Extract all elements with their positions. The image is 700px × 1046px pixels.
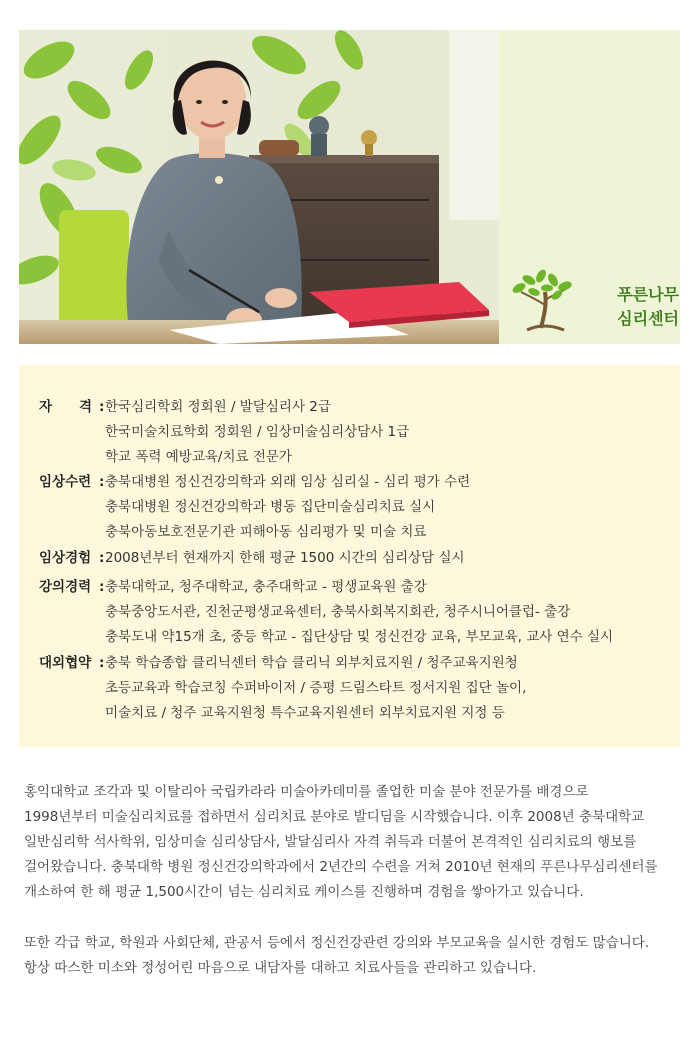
credential-line: 미술치료 / 청주 교육지원청 특수교육지원센터 외부치료지원 지정 등 bbox=[105, 705, 505, 721]
hero-photo bbox=[19, 30, 680, 344]
credential-label: 임상경험 bbox=[39, 550, 92, 566]
bio-line: 홍익대학교 조각과 및 이탈리아 국립카라라 미술아카데미를 졸업한 미술 분야 전문가를 배경으로 bbox=[24, 784, 589, 800]
credential-line: 충북도내 약15개 초, 중등 학교 - 집단상담 및 정신건강 교육, 부모교육, 교사 연수 실시 bbox=[105, 629, 614, 645]
credential-line: 충북아동보호전문기관 피해아동 심리평가 및 미술 치료 bbox=[105, 524, 427, 540]
credential-label: 자 격 bbox=[39, 399, 93, 415]
credential-line: 충북대학교, 청주대학교, 충주대학교 - 평생교육원 출강 bbox=[105, 579, 427, 595]
bio-line: 일반심리학 석사학위, 임상미술 심리상담사, 발달심리사 자격 취득과 더불어 본격적인 심리치료의 행보를 bbox=[24, 834, 637, 850]
bio-line: 개소하여 한 해 평균 1,500시간이 넘는 심리치료 케이스를 진행하며 경험을 쌓아가고 있습니다. bbox=[24, 884, 584, 900]
credential-label: 임상수련 bbox=[39, 474, 92, 490]
credential-line: 충북 학습종합 클리닉센터 학습 클리닉 외부치료지원 / 청주교육지원청 bbox=[105, 655, 518, 671]
credentials-card: 자 격 : 한국심리학회 정회원 / 발달심리사 2급 한국미술치료학회 정회원 / 임상미술심리상담사 1급 학교 폭력 예방교육/치료 전문가 임상수련 : 충북대병원 정신건강의학과 외래 임상 심리실 - 심리 평가 수련 충북대병원 정신건강의학과 병동 집단미술심리치료 실시 충북아동보호전문기관 피해아동 심리평가 및 미술 치료 임상경험 : 2008년부터 현재까지 한해 평균 1500 시간의 심리상담 실시 강의경력 : 충북대학교, 청주대학교, 충주대학교 - 평생교육원 출강 충북중앙도서관, 진천군평생교육센터, 충북사회복지회관, 청주시니어클럽- 출강 충북도내 약15개 초, 중등 학교 - 집단상담 및 정신건강 교육, 부모교육, 교사 연수 실시 대외협약 : 충북 학습종합 클리닉센터 학습 클리닉 외부치료지원 / 청주교육지원청 초등교육과 학습코칭 수퍼바이저 / 증평 드림스타트 정서지원 집단 놀이, 미술치료 / 청주 교육지원청 특수교육지원센터 외부치료지원 지정 등 bbox=[19, 365, 680, 747]
credential-line: 충북대병원 정신건강의학과 외래 임상 심리실 - 심리 평가 수련 bbox=[105, 474, 471, 490]
credential-line: 충북중앙도서관, 진천군평생교육센터, 충북사회복지회관, 청주시니어클럽- 출강 bbox=[105, 604, 571, 620]
credential-line: 초등교육과 학습코칭 수퍼바이저 / 증평 드림스타트 정서지원 집단 놀이, bbox=[105, 680, 527, 696]
biography bbox=[24, 780, 684, 981]
bio-line: 걸어왔습니다. 충북대학 병원 정신건강의학과에서 2년간의 수련을 거쳐 2010년 현재의 푸른나무심리센터를 bbox=[24, 859, 658, 875]
credential-line: 충북대병원 정신건강의학과 병동 집단미술심리치료 실시 bbox=[105, 499, 436, 515]
bio-line: 또한 각급 학교, 학원과 사회단체, 관공서 등에서 정신건강관련 강의와 부모교육을 실시한 경험도 많습니다. bbox=[24, 935, 650, 951]
hero-illustration bbox=[19, 30, 680, 344]
bio-line: 항상 따스한 미소와 정성어린 마음으로 내담자를 대하고 치료사들을 관리하고 있습니다. bbox=[24, 960, 537, 976]
credential-line: 한국심리학회 정회원 / 발달심리사 2급 bbox=[105, 399, 331, 415]
credential-line: 한국미술치료학회 정회원 / 임상미술심리상담사 1급 bbox=[105, 424, 410, 440]
logo-line-1: 푸른나무 bbox=[617, 285, 679, 304]
credential-line: 학교 폭력 예방교육/치료 전문가 bbox=[105, 449, 292, 465]
credential-label: 강의경력 bbox=[39, 579, 92, 595]
credential-label: 대외협약 bbox=[39, 655, 92, 671]
credential-line: 2008년부터 현재까지 한해 평균 1500 시간의 심리상담 실시 bbox=[105, 550, 465, 566]
bio-line: 1998년부터 미술심리치료를 접하면서 심리치료 분야로 발디딤을 시작했습니다. 이후 2008년 충북대학교 bbox=[24, 809, 645, 825]
logo-line-2: 심리센터 bbox=[617, 309, 679, 328]
